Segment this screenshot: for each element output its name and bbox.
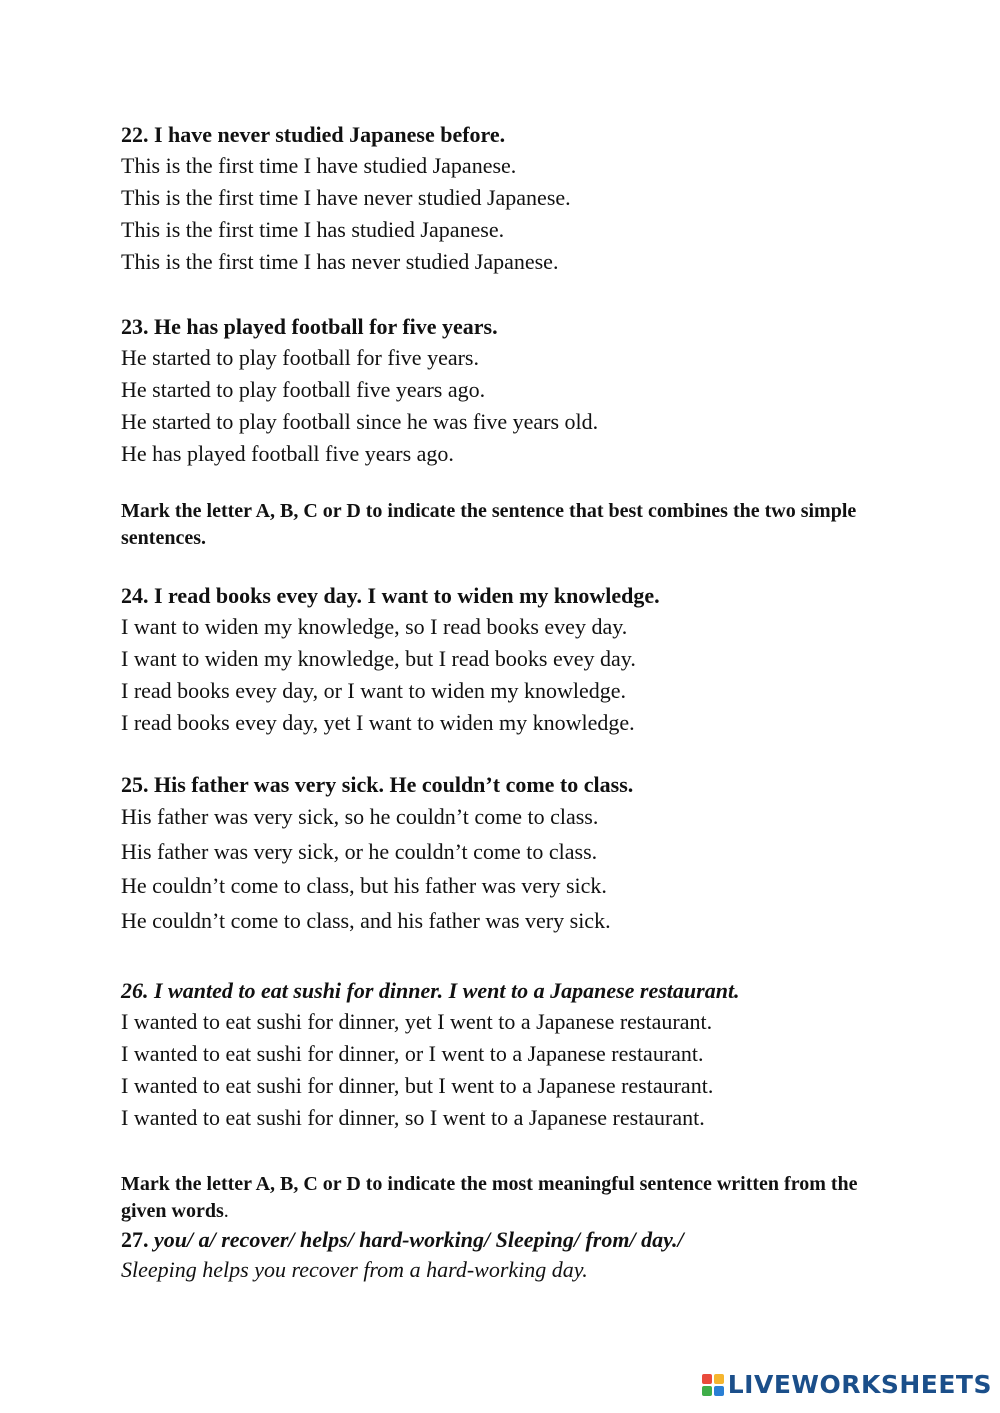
answer-option[interactable]: He couldn’t come to class, but his father was very sick.	[121, 873, 607, 898]
question-24	[121, 581, 660, 739]
question-23	[121, 312, 598, 470]
answer-option[interactable]: I read books evey day, or I want to widen my knowledge.	[121, 678, 627, 703]
answer-option[interactable]: He has played football five years ago.	[121, 441, 454, 466]
instruction-meaningful	[121, 1171, 901, 1225]
answer-option[interactable]: This is the first time I have never studied Japanese.	[121, 185, 571, 210]
answer-option[interactable]: I wanted to eat sushi for dinner, or I went to a Japanese restaurant.	[121, 1041, 704, 1066]
question-title: 23. He has played football for five years.	[121, 314, 498, 339]
example-word-list: you/ a/ recover/ helps/ hard-working/ Sleeping/ from/ day./	[148, 1227, 684, 1252]
instruction-period: .	[223, 1200, 229, 1222]
answer-option[interactable]: This is the first time I have studied Japanese.	[121, 153, 517, 178]
answer-option[interactable]: I want to widen my knowledge, so I read books evey day.	[121, 614, 628, 639]
instruction-text: Mark the letter A, B, C or D to indicate the most meaningful sentence written from the given words	[121, 1173, 858, 1222]
answer-option[interactable]: He couldn’t come to class, and his father was very sick.	[121, 907, 611, 933]
answer-option[interactable]: I want to widen my knowledge, but I read books evey day.	[121, 646, 636, 671]
answer-option[interactable]: This is the first time I has studied Japanese.	[121, 217, 505, 242]
example-number: 27.	[121, 1227, 149, 1252]
logo-text: LIVEWORKSHEETS	[727, 1370, 992, 1399]
answer-option[interactable]: This is the first time I has never studied Japanese.	[121, 249, 559, 274]
example-answer: Sleeping helps you recover from a hard-working day.	[121, 1257, 588, 1282]
question-title: 24. I read books evey day. I want to widen my knowledge.	[121, 583, 660, 608]
question-title: 25. His father was very sick. He couldn’t come to class.	[121, 772, 634, 797]
answer-option[interactable]: His father was very sick, or he couldn’t come to class.	[121, 838, 598, 864]
logo-mark-icon	[702, 1374, 724, 1396]
answer-option[interactable]: His father was very sick, so he couldn’t come to class.	[121, 804, 599, 829]
answer-option[interactable]: He started to play football since he was five years old.	[121, 409, 599, 434]
answer-option[interactable]: I wanted to eat sushi for dinner, so I went to a Japanese restaurant.	[121, 1105, 705, 1130]
answer-option[interactable]: He started to play football five years ago.	[121, 377, 486, 402]
example-words	[121, 1225, 684, 1255]
answer-option[interactable]: He started to play football for five years.	[121, 345, 479, 370]
liveworksheets-logo	[702, 1370, 992, 1399]
question-title: 26. I wanted to eat sushi for dinner. I went to a Japanese restaurant.	[121, 978, 740, 1003]
example-27	[121, 1225, 684, 1285]
answer-option[interactable]: I read books evey day, yet I want to widen my knowledge.	[121, 710, 635, 735]
instruction-combine: Mark the letter A, B, C or D to indicate the sentence that best combines the two simple sentences.	[121, 500, 857, 549]
answer-option[interactable]: I wanted to eat sushi for dinner, yet I went to a Japanese restaurant.	[121, 1009, 713, 1034]
answer-option[interactable]: I wanted to eat sushi for dinner, but I went to a Japanese restaurant.	[121, 1073, 714, 1098]
question-25	[121, 770, 633, 938]
question-22	[121, 120, 571, 278]
question-title: 22. I have never studied Japanese before.	[121, 122, 506, 147]
question-26	[121, 976, 740, 1134]
